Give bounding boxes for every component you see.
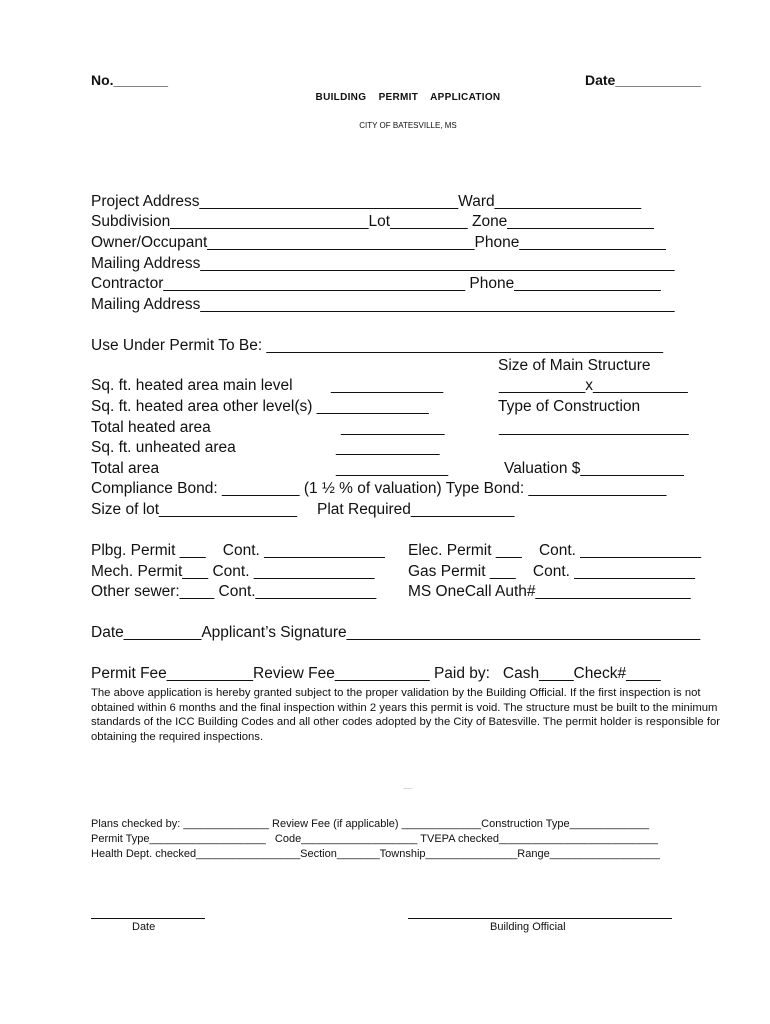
contractor-mailing-address-row[interactable]: Mailing Address_______________________________________________________ [91, 296, 675, 313]
permit-number-field[interactable]: No._______ [91, 72, 169, 88]
office-use-heading: ****Office Use Only**** [402, 789, 414, 790]
valuation-field[interactable]: Valuation $____________ [504, 460, 684, 477]
total-heated-area-label: Total heated area [91, 419, 211, 436]
heated-main-level-field[interactable]: _____________ [331, 377, 444, 394]
use-under-permit-row[interactable]: Use Under Permit To Be: ______________________________________________ [91, 337, 663, 354]
date-field[interactable]: Date___________ [585, 72, 701, 88]
unheated-area-field[interactable]: ____________ [336, 439, 440, 456]
total-heated-area-field[interactable]: ____________ [341, 419, 445, 436]
heated-main-level-label: Sq. ft. heated area main level [91, 377, 293, 394]
office-row-health-dept[interactable]: Health Dept. checked_________________Section_______Township_______________Range__________________ [91, 848, 660, 860]
compliance-bond-row[interactable]: Compliance Bond: _________ (1 ½ % of valuation) Type Bond: ________________ [91, 480, 667, 497]
mechanical-permit-row[interactable]: Mech. Permit___ Cont. ______________ [91, 563, 375, 580]
page-title: BUILDING PERMIT APPLICATION [315, 92, 501, 103]
other-sewer-row[interactable]: Other sewer:____ Cont.______________ [91, 583, 377, 600]
building-official-label: Building Official [490, 921, 566, 933]
contractor-row[interactable]: Contractor___________________________________ Phone_________________ [91, 275, 661, 292]
building-official-line[interactable] [408, 918, 672, 919]
size-main-structure-label: Size of Main Structure [498, 357, 651, 374]
plat-required-field[interactable]: Plat Required____________ [317, 501, 515, 518]
size-of-lot-field[interactable]: Size of lot________________ [91, 501, 297, 518]
ms-onecall-auth-field[interactable]: MS OneCall Auth#__________________ [408, 583, 691, 600]
office-row-permit-type[interactable]: Permit Type___________________ Code___________________ TVEPA checked__________________________ [91, 833, 659, 845]
size-main-structure-field[interactable]: __________x___________ [499, 377, 688, 394]
page-subtitle: CITY OF BATESVILLE, MS [359, 121, 457, 130]
type-construction-label: Type of Construction [498, 398, 641, 415]
heated-other-levels-row[interactable]: Sq. ft. heated area other level(s) _____________ [91, 398, 429, 415]
electrical-permit-row[interactable]: Elec. Permit ___ Cont. ______________ [408, 542, 701, 559]
total-area-field[interactable]: _____________ [336, 460, 449, 477]
gas-permit-row[interactable]: Gas Permit ___ Cont. ______________ [408, 563, 695, 580]
owner-mailing-address-row[interactable]: Mailing Address_______________________________________________________ [91, 255, 675, 272]
total-area-label: Total area [91, 460, 160, 477]
project-address-row[interactable]: Project Address______________________________Ward_________________ [91, 193, 642, 210]
unheated-area-label: Sq. ft. unheated area [91, 439, 236, 456]
office-date-label: Date [132, 921, 156, 933]
approval-notice: The above application is hereby granted subject to the proper validation by the Building Official. If the first inspection is not obtained within 6 months and the final inspection within 2 years this permit is void. The structure must be built to the minimum standards of the ICC Building Codes and all other codes adopted by the City of Batesville. The permit holder is responsible for obtaining the required inspections. [91, 687, 721, 743]
office-date-line[interactable] [91, 918, 205, 919]
owner-occupant-row[interactable]: Owner/Occupant_______________________________Phone_________________ [91, 234, 666, 251]
type-construction-field[interactable]: ______________________ [499, 419, 689, 436]
office-row-plans[interactable]: Plans checked by: ______________ Review Fee (if applicable) _____________Construction Type_____________ [91, 818, 650, 830]
permit-fee-row[interactable]: Permit Fee__________Review Fee___________ Paid by: Cash____Check#____ [91, 665, 661, 682]
plumbing-permit-row[interactable]: Plbg. Permit ___ Cont. ______________ [91, 542, 385, 559]
applicant-signature-row[interactable]: Date_________Applicant’s Signature_________________________________________ [91, 624, 701, 641]
subdivision-row[interactable]: Subdivision_______________________Lot_________ Zone_________________ [91, 213, 654, 230]
